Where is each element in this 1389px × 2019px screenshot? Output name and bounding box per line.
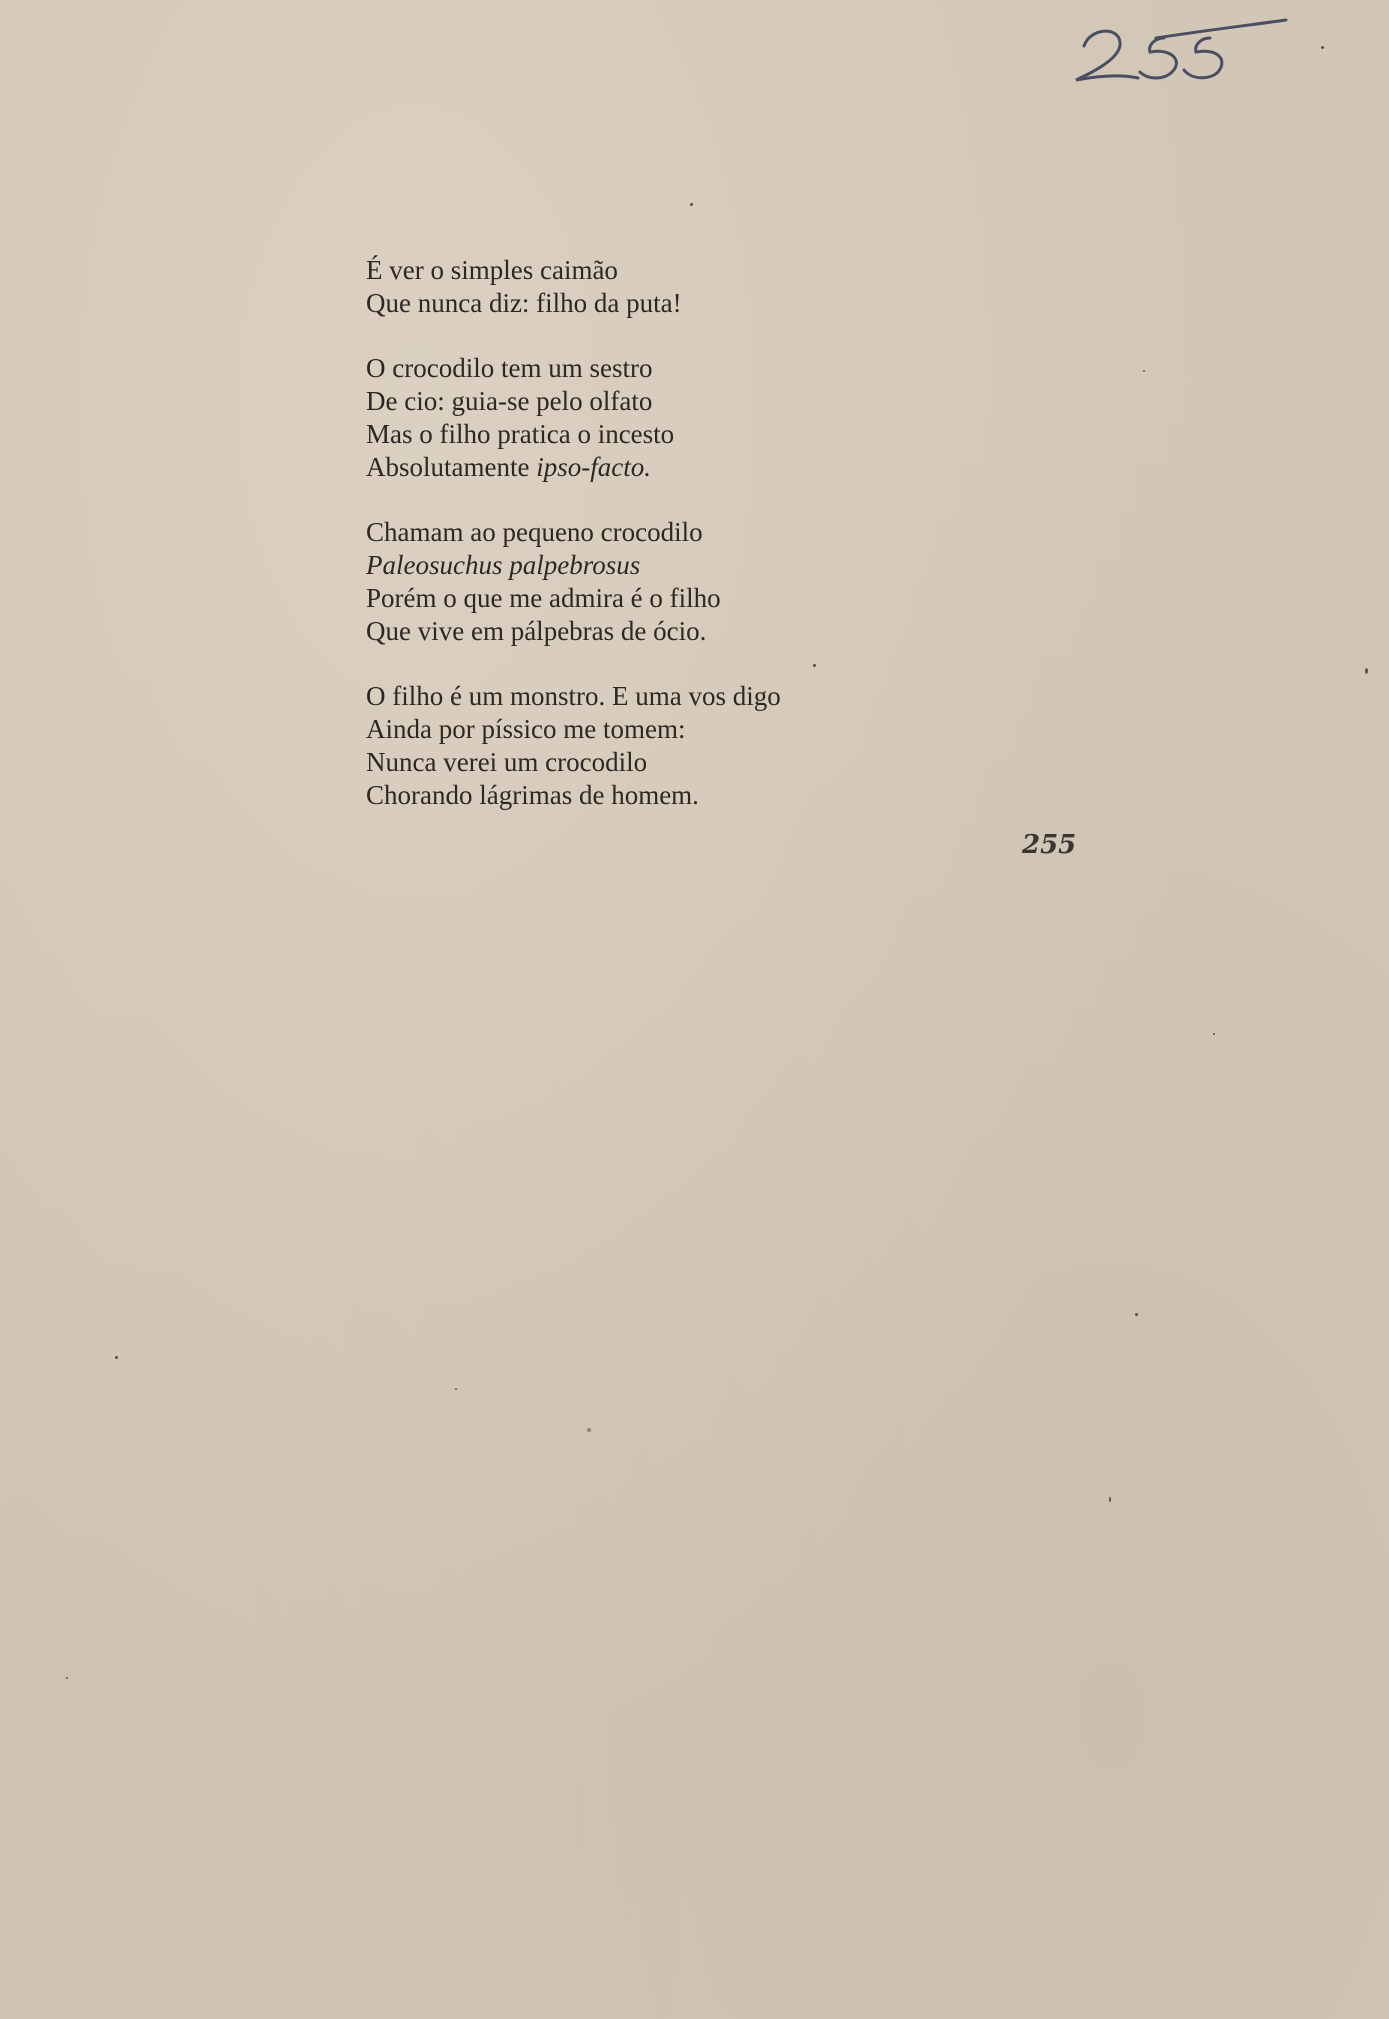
poem-line: Que nunca diz: filho da puta!: [366, 288, 682, 318]
paper-speck: [1365, 668, 1368, 674]
stanza-4: [366, 680, 986, 812]
stanza-3: [366, 516, 986, 648]
paper-speck: [1109, 1497, 1111, 1502]
printed-page-number: 255: [1022, 830, 1077, 860]
poem-line: É ver o simples caimão: [366, 255, 618, 285]
poem: [366, 254, 986, 844]
poem-line-italic-part: ipso-facto.: [536, 452, 651, 482]
paper-speck: [1321, 46, 1324, 49]
poem-line: Mas o filho pratica o incesto: [366, 419, 675, 449]
poem-line-species-name: Paleosuchus palpebrosus: [366, 550, 641, 580]
stanza-2: [366, 352, 986, 484]
poem-line: De cio: guia-se pelo olfato: [366, 386, 653, 416]
handwritten-number-drawing: [1068, 8, 1318, 98]
paper-speck: [455, 1388, 457, 1390]
paper-speck: [66, 1677, 68, 1679]
paper-speck: [690, 203, 693, 206]
paper-speck: [115, 1356, 118, 1359]
poem-line: O crocodilo tem um sestro: [366, 353, 653, 383]
paper-speck: [1143, 370, 1145, 372]
poem-line: Ainda por píssico me tomem:: [366, 714, 686, 744]
poem-line: Nunca verei um crocodilo: [366, 747, 648, 777]
paper-speck: [587, 1428, 591, 1432]
poem-line: Porém o que me admira é o filho: [366, 583, 721, 613]
poem-line: Que vive em pálpebras de ócio.: [366, 616, 707, 646]
poem-line: O filho é um monstro. E uma vos digo: [366, 681, 781, 711]
poem-line-roman-part: Absolutamente: [366, 452, 537, 482]
paper-speck: [1213, 1033, 1215, 1035]
paper-speck: [1135, 1313, 1138, 1316]
paper-speck: [813, 664, 816, 667]
stanza-1: [366, 254, 986, 320]
poem-line: Chorando lágrimas de homem.: [366, 780, 699, 810]
handwritten-page-number: [1068, 8, 1318, 98]
poem-line: [366, 451, 986, 484]
poem-line: Chamam ao pequeno crocodilo: [366, 517, 703, 547]
